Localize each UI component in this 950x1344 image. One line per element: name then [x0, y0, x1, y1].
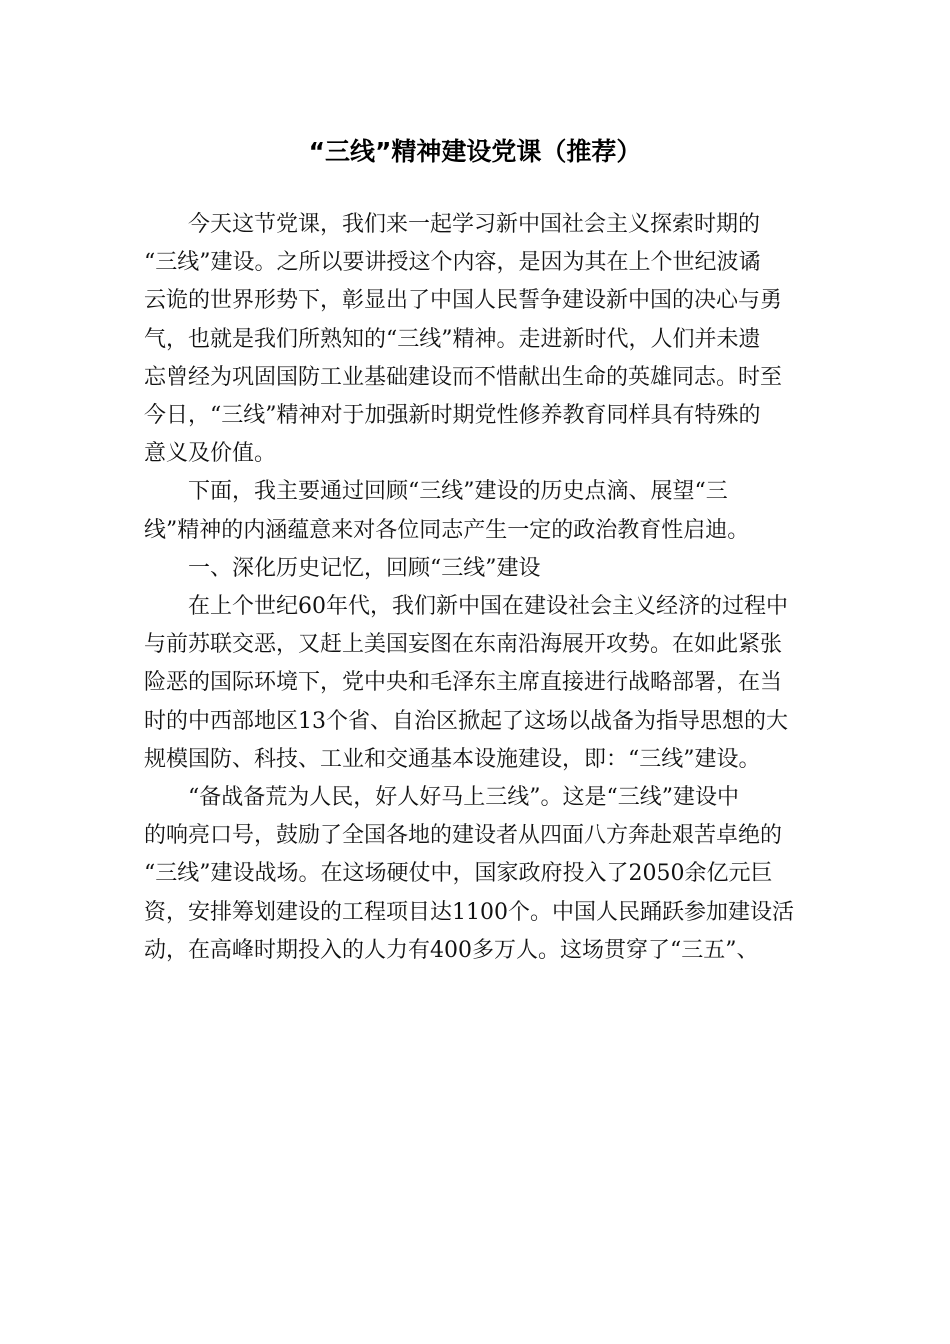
paragraph-line: 与前苏联交恶，又赶上美国妄图在东南沿海展开攻势。在如此紧张 [144, 632, 783, 658]
paragraph-line: 险恶的国际环境下，党中央和毛泽东主席直接进行战略部署，在当 [144, 670, 783, 696]
paragraph-line: 动，在高峰时期投入的人力有400多万人。这场贯穿了“三五”、 [144, 937, 759, 963]
paragraph-line: 今天这节党课，我们来一起学习新中国社会主义探索时期的 [188, 212, 761, 237]
paragraph-line: 意义及价值。 [144, 441, 277, 467]
paragraph-line: 资，安排筹划建设的工程项目达1100个。中国人民踊跃参加建设活 [144, 899, 794, 925]
paragraph-line: “备战备荒为人民，好人好马上三线”。这是“三线”建设中 [188, 785, 739, 811]
paragraph-line: 在上个世纪60年代，我们新中国在建设社会主义经济的过程中 [188, 594, 788, 620]
section-heading: 一、深化历史记忆，回顾“三线”建设 [188, 555, 541, 581]
paragraph-line: 线”精神的内涵蕴意来对各位同志产生一定的政治教育性启迪。 [144, 517, 750, 543]
paragraph-line: 的响亮口号，鼓励了全国各地的建设者从四面八方奔赴艰苦卓绝的 [144, 823, 783, 849]
paragraph-line: 规模国防、科技、工业和交通基本设施建设，即：“三线”建设。 [144, 746, 761, 772]
paragraph-line: 忘曾经为巩固国防工业基础建设而不惜献出生命的英雄同志。时至 [144, 364, 783, 390]
paragraph-line: 下面，我主要通过回顾“三线”建设的历史点滴、展望“三 [188, 479, 728, 505]
paragraph-line: “三线”建设战场。在这场硬仗中，国家政府投入了2050余亿元巨 [144, 861, 773, 887]
paragraph-line: 今日，“三线”精神对于加强新时期党性修养教育同样具有特殊的 [144, 403, 761, 429]
paragraph-line: 气，也就是我们所熟知的“三线”精神。走进新时代，人们并未遗 [144, 326, 761, 352]
document-body [144, 206, 806, 970]
document-title: “三线”精神建设党课（推荐） [308, 137, 642, 166]
paragraph-line: “三线”建设。之所以要讲授这个内容，是因为其在上个世纪波谲 [144, 250, 761, 276]
paragraph-line: 云诡的世界形势下，彰显出了中国人民誓争建设新中国的决心与勇 [144, 288, 783, 314]
paragraph-line: 时的中西部地区13个省、自治区掀起了这场以战备为指导思想的大 [144, 708, 788, 734]
